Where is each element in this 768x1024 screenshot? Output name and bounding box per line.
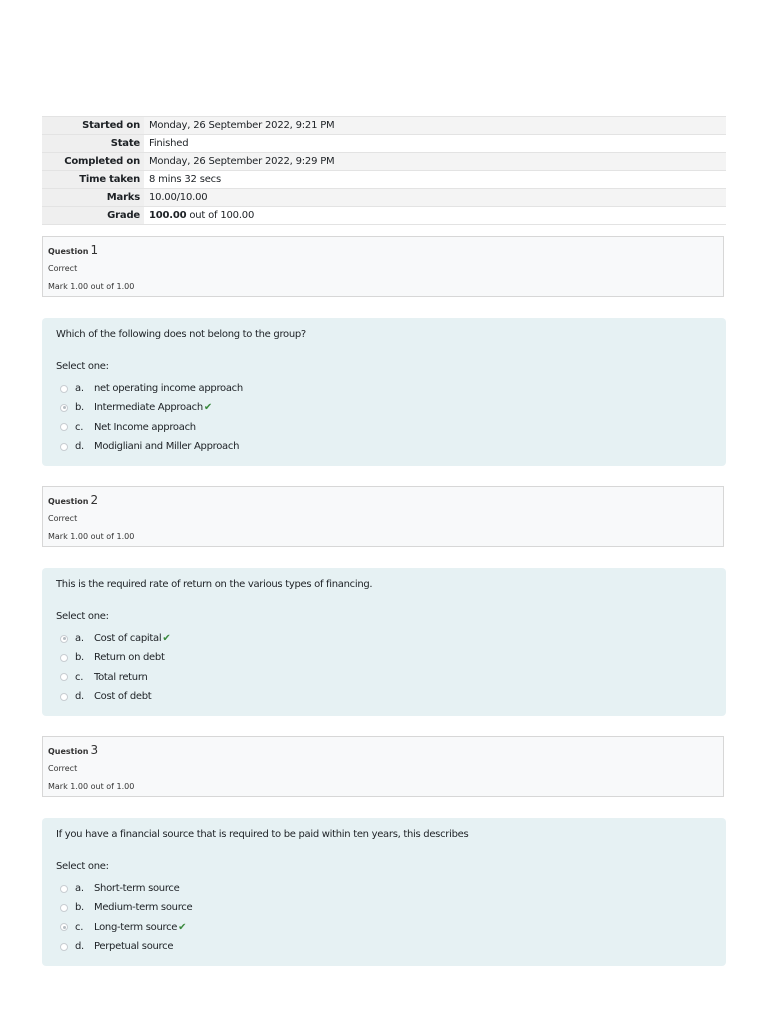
summary-label: Grade — [42, 207, 144, 225]
answer-text: Modigliani and Miller Approach — [94, 441, 240, 453]
answer-text: Cost of capital — [94, 633, 162, 645]
answer-option-a[interactable] — [60, 629, 170, 648]
question-number — [48, 243, 98, 257]
question-content-1 — [42, 318, 726, 466]
question-label: Question — [48, 497, 89, 506]
summary-value: 8 mins 32 secs — [149, 174, 221, 185]
radio-button[interactable] — [60, 654, 68, 662]
summary-label: Completed on — [42, 153, 144, 171]
summary-row-time-taken — [42, 171, 726, 189]
answer-option-b[interactable] — [60, 648, 170, 667]
answer-list — [60, 629, 170, 706]
question-text: This is the required rate of return on the various types of financing. — [56, 579, 373, 590]
answer-letter: c. — [75, 921, 84, 933]
question-number-value: 1 — [90, 243, 99, 257]
question-number — [48, 493, 98, 507]
summary-value: 10.00/10.00 — [149, 192, 208, 203]
radio-button[interactable] — [60, 693, 68, 701]
select-one-prompt: Select one: — [56, 861, 109, 872]
question-grade: Mark 1.00 out of 1.00 — [48, 532, 135, 541]
question-state: Correct — [48, 514, 78, 523]
summary-row-started — [42, 117, 726, 135]
radio-button-selected[interactable] — [60, 923, 68, 931]
summary-row-grade — [42, 207, 726, 225]
answer-list — [60, 379, 243, 456]
answer-option-c[interactable] — [60, 668, 170, 687]
answer-text: Perpetual source — [94, 941, 174, 953]
question-text: If you have a financial source that is required to be paid within ten years, this describes — [56, 829, 469, 840]
answer-text: Total return — [94, 671, 148, 683]
answer-option-d[interactable] — [60, 437, 243, 456]
question-info-2 — [42, 486, 724, 547]
answer-option-b[interactable] — [60, 898, 192, 917]
answer-option-c[interactable] — [60, 418, 243, 437]
select-one-prompt: Select one: — [56, 611, 109, 622]
answer-option-d[interactable] — [60, 937, 192, 956]
summary-value — [144, 207, 726, 225]
summary-label: State — [42, 135, 144, 153]
answer-letter: c. — [75, 671, 84, 683]
summary-value: Monday, 26 September 2022, 9:29 PM — [149, 156, 335, 167]
select-one-prompt: Select one: — [56, 361, 109, 372]
answer-letter: b. — [75, 902, 84, 914]
answer-letter: a. — [75, 383, 84, 395]
answer-letter: a. — [75, 633, 84, 645]
answer-letter: d. — [75, 691, 84, 703]
answer-letter: b. — [75, 652, 84, 664]
question-number-value: 3 — [90, 743, 99, 757]
radio-button[interactable] — [60, 423, 68, 431]
question-state: Correct — [48, 764, 78, 773]
radio-button[interactable] — [60, 943, 68, 951]
question-state: Correct — [48, 264, 78, 273]
answer-option-d[interactable] — [60, 687, 170, 706]
answer-text: net operating income approach — [94, 383, 243, 395]
summary-label: Time taken — [42, 171, 144, 189]
question-content-2 — [42, 568, 726, 716]
attempt-summary-table — [42, 116, 726, 225]
question-number-value: 2 — [90, 493, 99, 507]
summary-row-completed — [42, 153, 726, 171]
answer-text: Cost of debt — [94, 691, 152, 703]
radio-button[interactable] — [60, 385, 68, 393]
summary-value: Finished — [149, 138, 189, 149]
answer-letter: d. — [75, 441, 84, 453]
question-label: Question — [48, 247, 89, 256]
question-info-3 — [42, 736, 724, 797]
summary-label: Marks — [42, 189, 144, 207]
answer-text: Medium-term source — [94, 902, 193, 914]
question-grade: Mark 1.00 out of 1.00 — [48, 282, 135, 291]
answer-letter: b. — [75, 402, 84, 414]
question-text: Which of the following does not belong to the group? — [56, 329, 306, 340]
radio-button[interactable] — [60, 904, 68, 912]
answer-list — [60, 879, 192, 956]
question-content-3 — [42, 818, 726, 966]
question-number — [48, 743, 98, 757]
answer-letter: d. — [75, 941, 84, 953]
answer-text: Long-term source — [94, 921, 178, 933]
question-label: Question — [48, 747, 89, 756]
answer-option-b[interactable] — [60, 398, 243, 417]
answer-option-c[interactable] — [60, 918, 192, 937]
summary-row-marks — [42, 189, 726, 207]
radio-button[interactable] — [60, 443, 68, 451]
answer-text: Short-term source — [94, 883, 180, 895]
answer-letter: c. — [75, 421, 84, 433]
answer-text: Intermediate Approach — [94, 402, 203, 414]
grade-score: 100.00 — [149, 210, 187, 221]
summary-value: Monday, 26 September 2022, 9:21 PM — [149, 120, 335, 131]
check-icon: ✔ — [178, 921, 187, 933]
summary-row-state — [42, 135, 726, 153]
radio-button[interactable] — [60, 673, 68, 681]
radio-button-selected[interactable] — [60, 635, 68, 643]
answer-text: Return on debt — [94, 652, 165, 664]
answer-letter: a. — [75, 883, 84, 895]
radio-button-selected[interactable] — [60, 404, 68, 412]
answer-option-a[interactable] — [60, 879, 192, 898]
check-icon: ✔ — [162, 633, 171, 645]
grade-out-of: out of 100.00 — [186, 210, 255, 221]
answer-text: Net Income approach — [94, 421, 196, 433]
check-icon: ✔ — [203, 402, 212, 414]
question-info-1 — [42, 236, 724, 297]
radio-button[interactable] — [60, 885, 68, 893]
answer-option-a[interactable] — [60, 379, 243, 398]
question-grade: Mark 1.00 out of 1.00 — [48, 782, 135, 791]
summary-label: Started on — [42, 117, 144, 135]
